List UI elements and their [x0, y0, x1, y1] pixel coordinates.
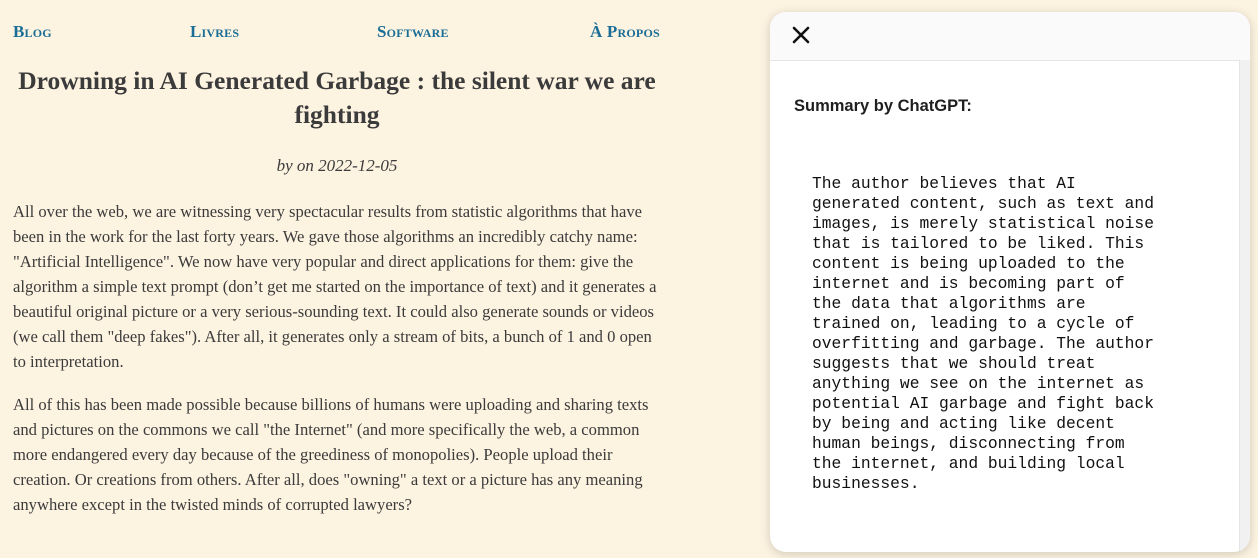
nav-link-a-propos[interactable]: À Propos: [590, 22, 660, 41]
summary-panel: [770, 12, 1250, 552]
article-title: Drowning in AI Generated Garbage : the silent war we are fighting: [18, 66, 656, 129]
close-icon[interactable]: [790, 24, 812, 46]
nav-link-livres[interactable]: Livres: [190, 22, 240, 41]
summary-heading: Summary by ChatGPT:: [794, 97, 972, 115]
article-paragraph: All over the web, we are witnessing very spectacular results from statistic algorithms that have been in the work for the last forty years. We gave those algorithms an incredibly catchy name: "Artificial Intelligence". We now have very popular and direct applications for them: give the algorithm a simple text prompt (don’t get me started on the importance of text) and it generates a beautiful original picture or a very serious-sounding text. It could also generate sounds or videos (we call them "deep fakes"). After all, it generates only a stream of bits, a bunch of 1 and 0 open to interpretation.: [13, 202, 657, 371]
summary-panel-header: [770, 12, 1250, 61]
nav-link-blog[interactable]: Blog: [13, 22, 52, 41]
article-byline: by on 2022-12-05: [276, 156, 398, 175]
nav-link-software[interactable]: Software: [377, 22, 449, 41]
summary-scrollbar[interactable]: [1239, 60, 1250, 552]
article-paragraph: All of this has been made possible because billions of humans were uploading and sharing texts and pictures on the commons we call "the Internet" (and more specifically the web, a common more endangered every day because of the greediness of monopolies). People upload their creation. Or creations from others. After all, does "owning" a text or a picture has any meaning anywhere except in the twisted minds of corrupted lawyers?: [13, 395, 649, 514]
site-nav: [0, 22, 680, 42]
summary-text: The author believes that AI generated content, such as text and images, is merely statistical noise that is tailored to be liked. This content is being uploaded to the internet and is becoming part of the data that algorithms are trained on, leading to a cycle of overfitting and garbage. The author suggests that we should treat anything we see on the internet as potential AI garbage and fight back by being and acting like decent human beings, disconnecting from the internet, and building local businesses.: [812, 174, 1154, 493]
